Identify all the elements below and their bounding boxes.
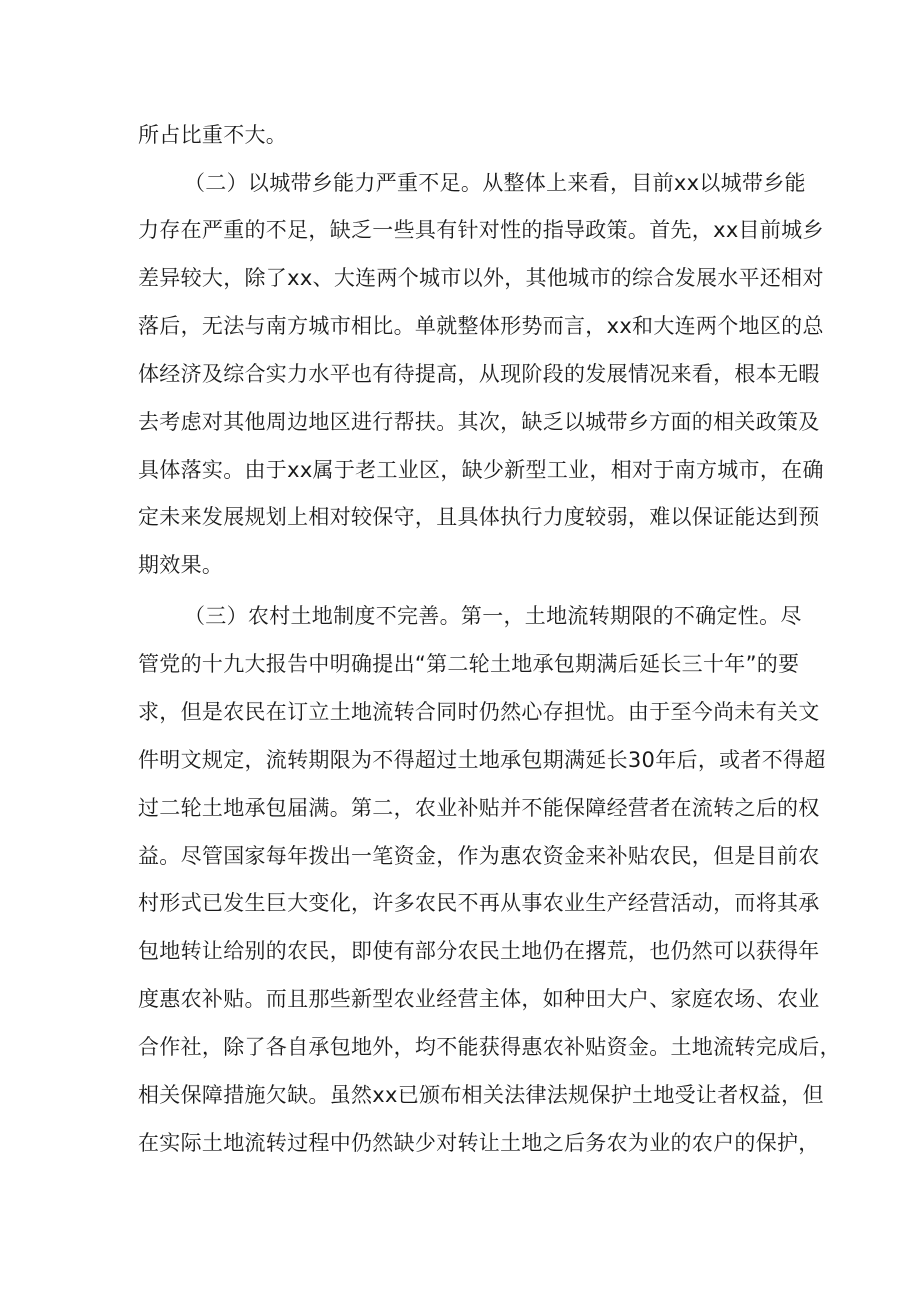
text-line: 相关保障措施欠缺。虽然xx已颁布相关法律法规保护土地受让者权益，但 <box>138 1083 824 1107</box>
text-line: 所占比重不大。 <box>138 123 288 147</box>
text-line: 力存在严重的不足，缺乏一些具有针对性的指导政策。首先，xx目前城乡 <box>138 218 824 242</box>
text-line: 过二轮土地承包届满。第二，农业补贴并不能保障经营者在流转之后的权 <box>138 796 820 820</box>
paragraph-heading-line: （二）以城带乡能力严重不足。从整体上来看，目前xx以城带乡能 <box>184 171 806 195</box>
text-line: 去考虑对其他周边地区进行帮扶。其次，缺乏以城带乡方面的相关政策及 <box>138 410 820 434</box>
text-line: 具体落实。由于xx属于老工业区，缺少新型工业，相对于南方城市，在确 <box>138 458 824 482</box>
text-line: 差异较大，除了xx、大连两个城市以外，其他城市的综合发展水平还相对 <box>138 266 824 290</box>
paragraph-heading-line: （三）农村土地制度不完善。第一，土地流转期限的不确定性。尽 <box>184 604 802 628</box>
text-line: 件明文规定，流转期限为不得超过土地承包期满延长30年后，或者不得超 <box>138 748 826 772</box>
text-line: 管党的十九大报告中明确提出“第二轮土地承包期满后延长三十年”的要 <box>138 652 800 676</box>
text-line: 益。尽管国家每年拨出一笔资金，作为惠农资金来补贴农民，但是目前农 <box>138 844 820 868</box>
text-line: 包地转让给别的农民，即使有部分农民土地仍在撂荒，也仍然可以获得年 <box>138 939 820 963</box>
text-line: 度惠农补贴。而且那些新型农业经营主体，如种田大户、家庭农场、农业 <box>138 987 820 1011</box>
text-line: 体经济及综合实力水平也有待提高，从现阶段的发展情况来看，根本无暇 <box>138 362 820 386</box>
text-line: 合作社，除了各自承包地外，均不能获得惠农补贴资金。土地流转完成后， <box>138 1035 841 1059</box>
text-line: 期效果。 <box>138 553 224 577</box>
text-line: 落后，无法与南方城市相比。单就整体形势而言，xx和大连两个地区的总 <box>138 314 824 338</box>
text-line: 求，但是农民在订立土地流转合同时仍然心存担忧。由于至今尚未有关文 <box>138 700 820 724</box>
text-line: 村形式已发生巨大变化，许多农民不再从事农业生产经营活动，而将其承 <box>138 891 820 915</box>
text-line: 定未来发展规划上相对较保守，且具体执行力度较弱，难以保证能达到预 <box>138 505 820 529</box>
text-line: 在实际土地流转过程中仍然缺少对转让土地之后务农为业的农户的保护， <box>138 1131 820 1155</box>
